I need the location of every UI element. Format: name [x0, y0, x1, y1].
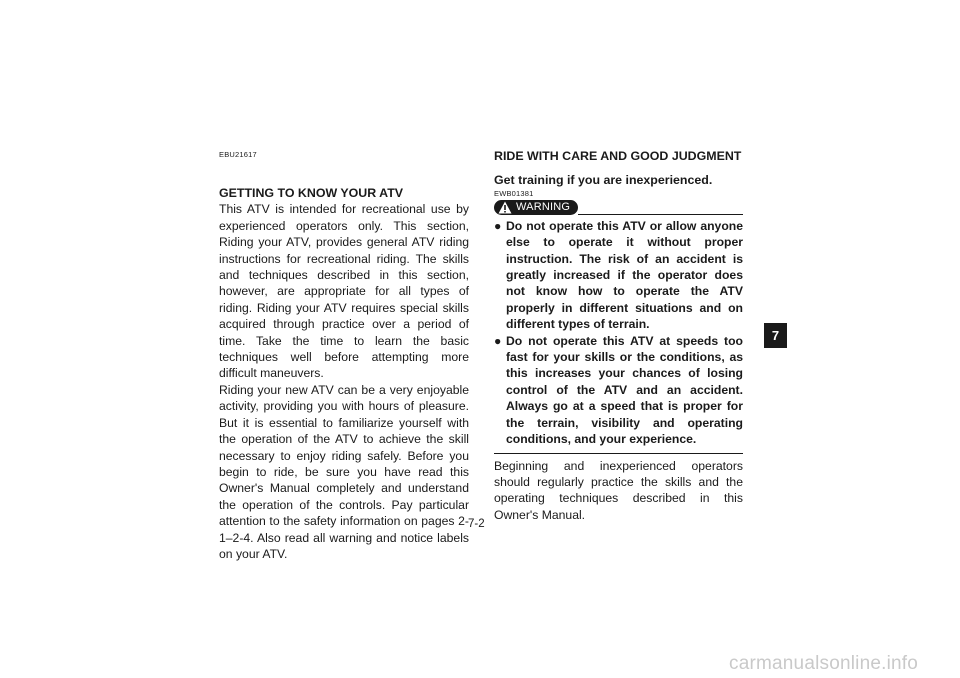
warning-list — [494, 218, 743, 448]
page-number: 7-2 — [468, 518, 485, 530]
warning-item-text: Do not operate this ATV or allow anyone else to operate it without proper instruction. The risk of an accident is greatly increased if the operator does not know how to operate the ATV properly in different situations and on different types of terrain. — [506, 218, 743, 332]
subheading: Get training if you are inexperienced. — [494, 173, 713, 188]
warning-header — [494, 199, 743, 216]
warning-label: WARNING — [516, 200, 571, 213]
section-code: EBU21617 — [219, 150, 257, 159]
left-column — [219, 185, 469, 562]
section-title: RIDE WITH CARE AND GOOD JUDGMENT — [494, 149, 742, 163]
warning-bottom-rule — [494, 453, 743, 454]
watermark: carmanualsonline.info — [729, 653, 919, 674]
warning-item — [494, 218, 743, 333]
section-heading: GETTING TO KNOW YOUR ATV — [219, 186, 404, 200]
warning-badge — [494, 200, 578, 215]
warning-item — [494, 333, 743, 448]
right-column — [494, 148, 743, 523]
warning-item-text: Do not operate this ATV at speeds too fast for your skills or the conditions, as this increases your chances of losing control of the ATV and an accident. Always go at a speed that is proper for the terrain, visibility and operating conditions, and your experience. — [506, 333, 743, 447]
enjoyment-paragraph: Riding your new ATV can be a very enjoyable activity, providing you with hours of pleasure. But it is essential to familiarize yourself with the operation of the ATV to achieve the skill necessary to enjoy riding safely. Before you begin to ride, be sure you have read this Owner's Manual completely and understand the operation of the controls. Pay particular attention to the safety information on pages 2-1–2-4. Also read all warning and notice labels on your ATV. — [219, 382, 469, 561]
intro-paragraph: This ATV is intended for recreational use by experienced operators only. This section, Riding your ATV, provides general ATV riding instructions for recreational riding. The skills and techniques described in this section, however, are appropriate for all types of riding. Riding your ATV requires special skills acquired through practice over a period of time. Take the time to learn the basic techniques well before attempting more difficult maneuvers. — [219, 202, 469, 381]
exclamation-triangle-icon — [498, 201, 512, 214]
warning-code: EWB01381 — [494, 188, 534, 198]
bullet-icon: ● — [494, 218, 502, 233]
bullet-icon: ● — [494, 333, 502, 348]
closing-paragraph: Beginning and inexperienced operators should regularly practice the skills and the operating techniques described in this Owner's Manual. — [494, 458, 743, 522]
warning-top-rule — [578, 214, 743, 215]
chapter-tab: 7 — [764, 323, 787, 348]
